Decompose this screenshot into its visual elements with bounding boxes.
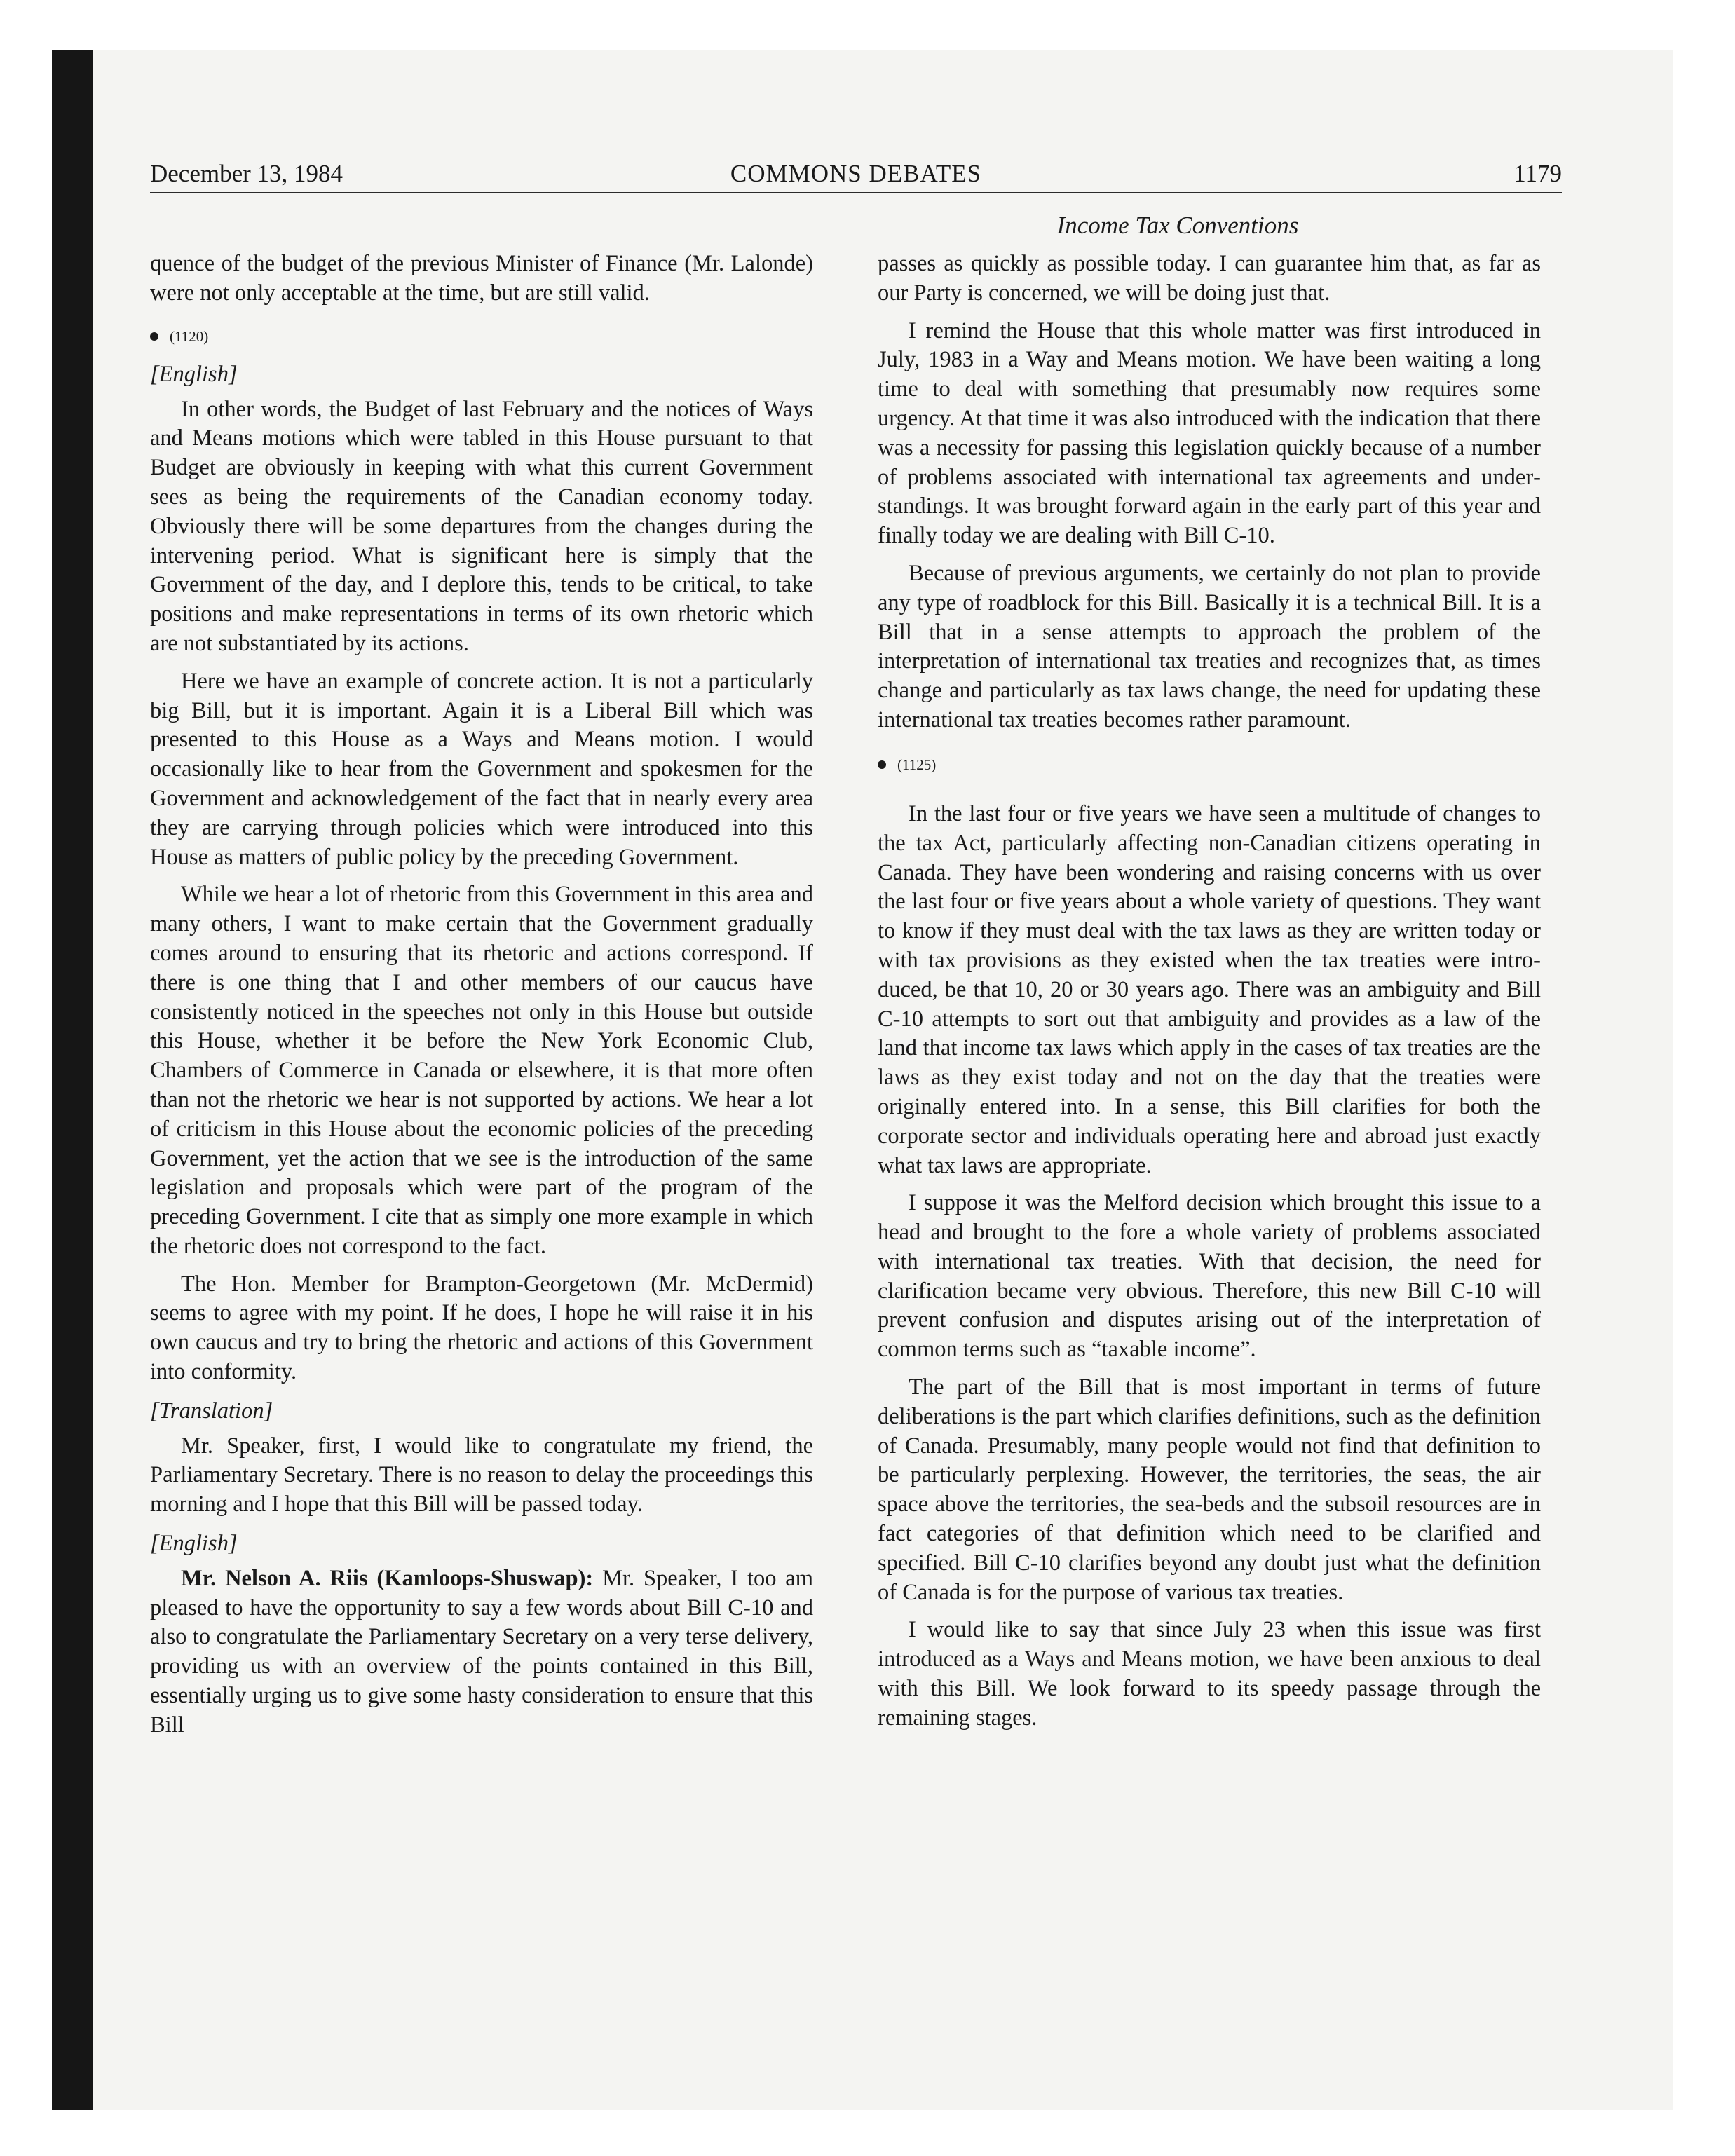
running-header (150, 156, 1562, 193)
time-marker-label: (1125) (897, 756, 937, 773)
paragraph: Here we have an example of concrete action. It is not a particularly big Bill, but it is important. Again it is a Liberal Bill which was presented to this House as a Ways and Means motion. I would occasionally like to hear from the Government and spokesmen for the Government and acknowledgement of the fact that in nearly every area they are carrying through policies which were introduced into this House as matters of public policy by the preceding Government. (150, 668, 813, 870)
language-tag: [English] (150, 1531, 238, 1557)
paragraph: The part of the Bill that is most important in terms of future deliberations is the part which clarifies definitions, such as the definition of Canada. Presumably, many people would not find that definition to be particularly perplexing. However, the territories, the seas, the air space above the territories, the sea-beds and the subsoil resources are in fact categories of that definition which need to be clarified and specified. Bill C-10 clarifies beyond any doubt just what the definition of Canada is for the purpose of various tax treaties. (878, 1374, 1541, 1605)
header-journal-title: COMMONS DEBATES (730, 160, 982, 187)
paragraph: Mr. Speaker, first, I would like to congratulate my friend, the Parliamentary Secretary. There is no reason to delay the proceedings this morning and I hope that this Bill will be passed today. (150, 1433, 813, 1517)
paragraph: In other words, the Budget of last February and the notices of Ways and Means motions which were tabled in this House pursuant to that Budget are obviously in keeping with what this current Government sees as being the requirements of the Canadian economy today. Obviously there will be some departures from the changes during the intervening period. What is significant here is simply that the Government of the day, and I deplore this, tends to be critical, to take positions and make representations in terms of its own rhetoric which are not substantiated by its actions. (150, 396, 813, 656)
paragraph: While we hear a lot of rhetoric from this Government in this area and many others, I want to make certain that the Government gradually comes around to ensuring that its rhetoric and actions correspond. If there is one thing that I and other members of our caucus have consistently noticed in the speeches not only in this House but outside this House, whether it be before the New York Economic Club, Chambers of Commerce in Canada or elsewhere, it is that more often than not the rhetoric we hear is not supported by actions. We hear a lot of criticism in this House about the economic policies of the preceding Government, yet the action that we see is the introduction of the same legislation and proposals which were part of the program of the preceding Government. I cite that as simply one more example in which the rhetoric does not correspond to the fact. (150, 882, 813, 1259)
section-title: Income Tax Conventions (1056, 212, 1299, 239)
bullet-icon (150, 332, 158, 341)
paragraph: The Hon. Member for Brampton-Georgetown (Mr. McDermid) seems to agree with my point. If he does, I hope he will raise it in his own caucus and try to bring the rhetoric and actions of this Government into conformity. (150, 1271, 813, 1385)
time-marker-label: (1120) (170, 327, 209, 345)
bullet-icon (878, 760, 886, 769)
header-date: December 13, 1984 (150, 160, 343, 187)
paragraph: I suppose it was the Melford decision which brought this issue to a head and brought to the fore a whole variety of problems associated with international tax treaties. With that decision, the need for clarification became very obvious. Therefore, this new Bill C-10 will prevent confusion and disputes arising out of the interpretation of common terms such as “taxable income”. (878, 1190, 1541, 1363)
paragraph: quence of the budget of the previous Minister of Finance (Mr. Lalonde) were not only acceptable at the time, but are still valid. (150, 251, 813, 306)
paragraph: In the last four or five years we have seen a multitude of changes to the tax Act, particularly affecting non-Canadian citizens operating in Canada. They have been wondering and raising concerns with us over the last four or five years about a whole variety of questions. They want to know if they must deal with the tax laws as they are written today or with tax provisions as they existed when the tax treaties were introduced, be that 10, 20 or 30 years ago. There was an ambiguity and Bill C-10 attempts to sort out that ambiguity and provides as a law of the land that income tax laws which apply in the cases of tax treaties are the laws as they exist today and not on the day that the treaties were originally entered into. In a sense, this Bill clarifies for both the corporate sector and individuals operating here and abroad just exactly what tax laws are appropriate. (878, 800, 1541, 1178)
right-column (878, 250, 1541, 1742)
scan-binding-edge (52, 50, 93, 2110)
paragraph: I would like to say that since July 23 when this issue was first introduced as a Ways and Means motion, we have been anxious to deal with this Bill. We look forward to its speedy passage through the remaining stages. (878, 1617, 1541, 1731)
paragraph: passes as quickly as possible today. I can guarantee him that, as far as our Party is concerned, we will be doing just that. (878, 251, 1541, 306)
time-marker (878, 749, 1541, 779)
language-tag: [Translation] (150, 1398, 273, 1424)
paragraph: I remind the House that this whole matter was first introduced in July, 1983 in a Way and Means motion. We have been waiting a long time to deal with something that presumably now requires some urgency. At that time it was also introduced with the indication that there was a necessity for passing this legislation quickly because of a number of problems associated with international tax agreements and understandings. It was brought forward again in the early part of this year and finally today we are dealing with Bill C-10. (878, 318, 1541, 549)
paragraph: Because of previous arguments, we certainly do not plan to provide any type of roadblock for this Bill. Basically it is a technical Bill. It is a Bill that in a sense attempts to approach the problem of the interpretation of international tax treaties and recognizes that, as times change and particularly as tax laws change, the need for updating these international tax treaties becomes rather paramount. (878, 560, 1541, 732)
language-tag: [English] (150, 361, 238, 387)
time-marker (150, 321, 813, 350)
speech-text: Mr. Speaker, I too am pleased to have the opportunity to say a few words about Bill C-10 and also to congratulate the Parliamentary Secretary on a very terse delivery, providing us with an overview of the points contained in this Bill, essentially urging us to give some hasty consideration to ensure that this Bill (150, 1565, 813, 1738)
speaker-paragraph (150, 1564, 813, 1740)
header-page-number: 1179 (1513, 160, 1562, 187)
speaker-name: Mr. Nelson A. Riis (Kamloops-Shuswap): (181, 1565, 594, 1591)
left-column (150, 250, 813, 1749)
